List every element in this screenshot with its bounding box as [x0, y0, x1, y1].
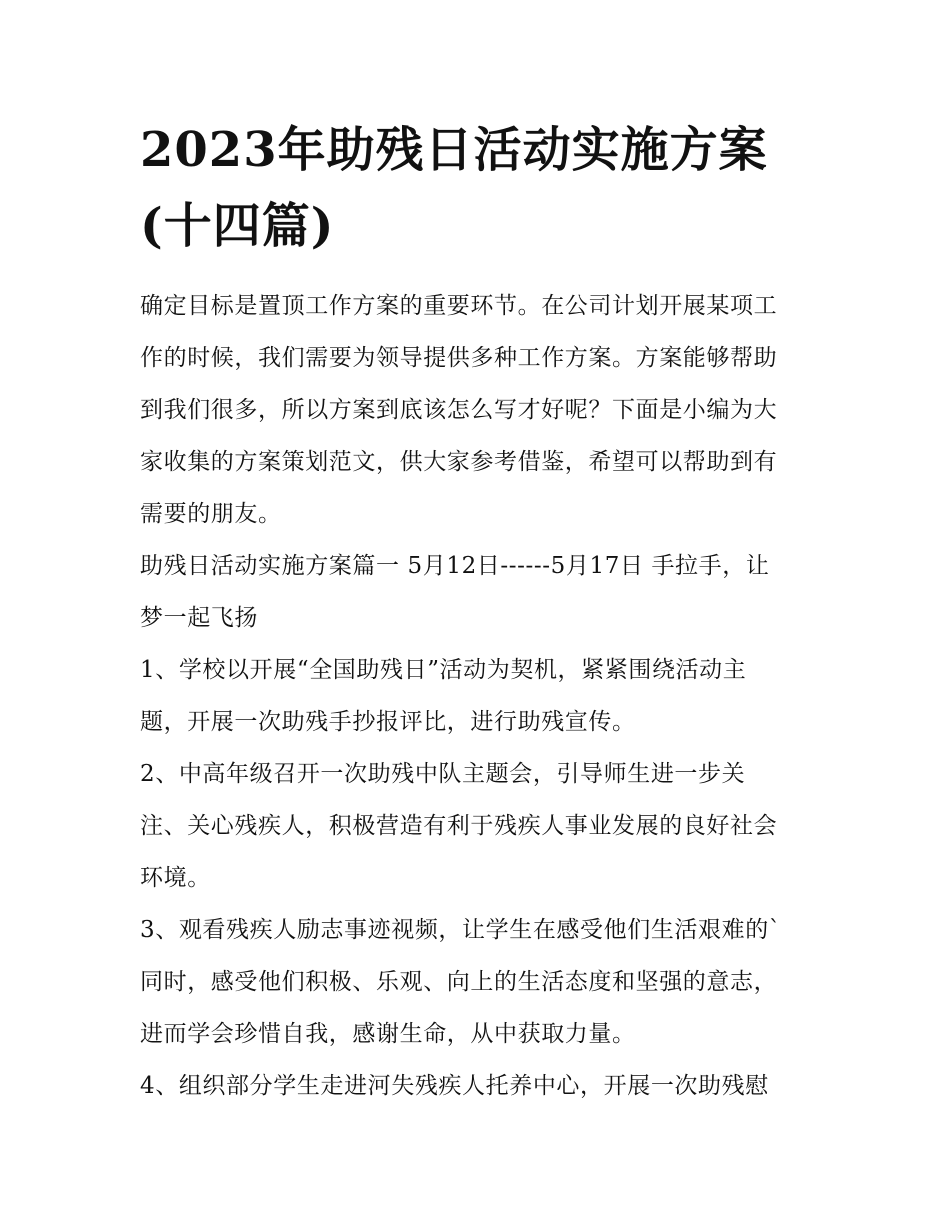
list-item-line: 进而学会珍惜自我，感谢生命，从中获取力量。 [140, 1021, 636, 1047]
document-page [140, 112, 820, 1112]
intro-line: 作的时候，我们需要为领导提供多种工作方案。方案能够帮助 [140, 345, 778, 371]
list-item-line: 4、组织部分学生走进河失残疾人托养中心，开展一次助残慰 [140, 1073, 769, 1099]
title-line-2: (十四篇) [140, 198, 335, 254]
list-item-4 [140, 1060, 820, 1112]
section-heading-line: 梦一起飞扬 [140, 605, 258, 631]
title-line-1: 2023年助残日活动实施方案 [140, 122, 768, 178]
list-item-line: 3、观看残疾人励志事迹视频，让学生在感受他们生活艰难的` [140, 917, 781, 943]
intro-line: 确定目标是置顶工作方案的重要环节。在公司计划开展某项工 [140, 293, 778, 319]
intro-line: 到我们很多，所以方案到底该怎么写才好呢？下面是小编为大 [140, 397, 778, 423]
list-item-line: 注、关心残疾人，积极营造有利于残疾人事业发展的良好社会 [140, 813, 778, 839]
section-heading [140, 540, 820, 644]
section-heading-line: 助残日活动实施方案篇一 5月12日------5月17日 手拉手，让 [140, 553, 770, 579]
intro-paragraph [140, 280, 820, 540]
list-item-line: 环境。 [140, 865, 211, 891]
list-item-line: 1、学校以开展“全国助残日”活动为契机，紧紧围绕活动主 [140, 657, 747, 683]
list-item-line: 同时，感受他们积极、乐观、向上的生活态度和坚强的意志， [140, 969, 778, 995]
list-item-line: 题，开展一次助残手抄报评比，进行助残宣传。 [140, 709, 636, 735]
document-title [140, 112, 820, 264]
intro-line: 家收集的方案策划范文，供大家参考借鉴，希望可以帮助到有 [140, 449, 778, 475]
list-item-2 [140, 748, 820, 904]
intro-line: 需要的朋友。 [140, 501, 282, 527]
list-item-1 [140, 644, 820, 748]
list-item-3 [140, 904, 820, 1060]
list-item-line: 2、中高年级召开一次助残中队主题会，引导师生进一步关 [140, 761, 746, 787]
